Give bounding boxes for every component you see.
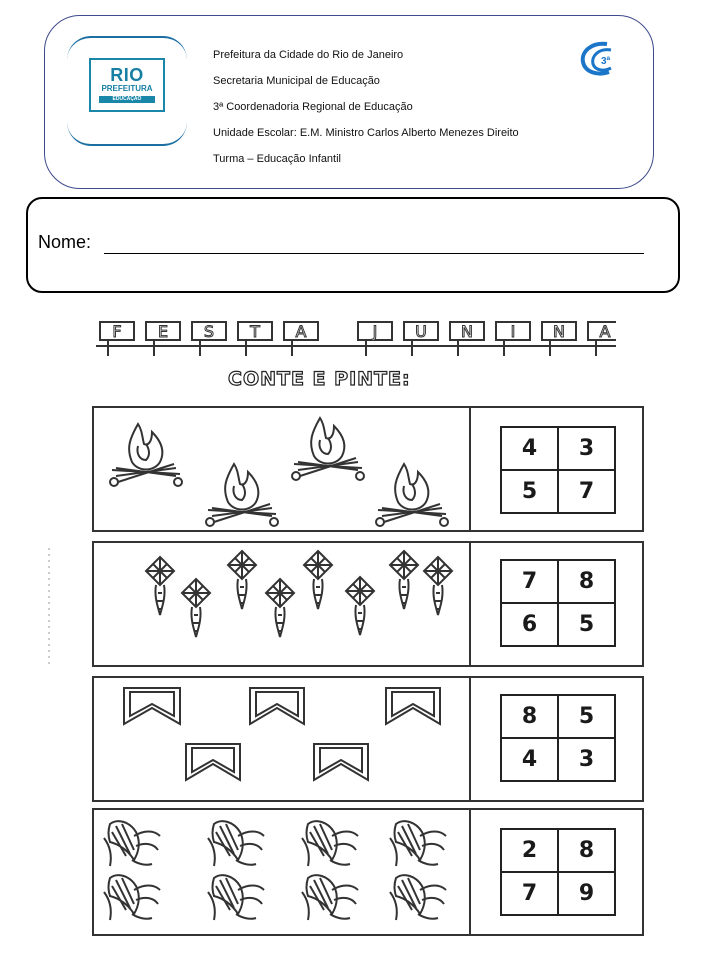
cre-logo-text: 3ª <box>601 56 611 67</box>
header-line-coordenadoria: 3ª Coordenadoria Regional de Educação <box>213 101 413 113</box>
balloon-icon <box>228 551 256 609</box>
flag-icon <box>386 688 440 724</box>
number-option[interactable]: 7 <box>578 479 595 504</box>
exercise-row-bandeirinha <box>92 676 644 802</box>
banner-letter-flag <box>146 322 180 356</box>
exercise-row-fogueira <box>92 406 644 532</box>
number-option[interactable]: 8 <box>558 561 615 604</box>
banner-letter: E <box>157 322 169 341</box>
festa-junina-banner <box>96 318 616 362</box>
balao-pictures <box>94 543 469 665</box>
instruction-text: CONTE E PINTE: <box>228 368 411 390</box>
margin-marks <box>46 548 54 666</box>
balloon-icon <box>266 579 294 637</box>
banner-letter-flag <box>358 322 392 356</box>
flag-icon <box>250 688 304 724</box>
balloon-icon <box>424 557 452 615</box>
bandeirinha-pictures <box>94 678 469 800</box>
logo-rio-text: RIO <box>110 65 144 85</box>
header-box <box>44 15 654 189</box>
number-grid <box>500 694 616 782</box>
banner-letter: A <box>599 322 611 341</box>
logo-educacao-text: EDUCAÇÃO <box>99 96 155 103</box>
bonfire-icon <box>206 464 278 526</box>
banner-letter-flag <box>284 322 318 356</box>
bonfire-icon <box>376 464 448 526</box>
row-divider <box>469 678 471 800</box>
corn-icon <box>302 875 358 920</box>
logo-prefeitura-text: PREFEITURA <box>101 84 153 93</box>
number-option[interactable]: 5 <box>578 612 595 637</box>
corn-icon <box>208 821 264 866</box>
number-grid <box>500 828 616 916</box>
banner-letter: J <box>372 322 378 341</box>
balloon-icon <box>146 557 174 615</box>
banner-letter-flag <box>238 322 272 356</box>
balloon-icon <box>390 551 418 609</box>
name-box <box>26 197 680 293</box>
header-line-secretaria: Secretaria Municipal de Educação <box>213 75 380 87</box>
banner-letter: A <box>295 322 307 341</box>
fogueira-pictures <box>94 408 469 530</box>
flag-icon <box>124 688 180 724</box>
header-line-unidade: Unidade Escolar: E.M. Ministro Carlos Alberto Menezes Direito <box>213 127 519 139</box>
banner-letter: T <box>250 322 260 341</box>
number-option[interactable]: 4 <box>502 738 559 781</box>
banner-letter: I <box>510 322 516 341</box>
row-divider <box>469 543 471 665</box>
number-option[interactable]: 5 <box>502 470 559 513</box>
row-divider <box>469 408 471 530</box>
balloon-icon <box>346 577 374 635</box>
banner-letter-flag <box>192 322 226 356</box>
header-line-turma: Turma – Educação Infantil <box>213 153 341 165</box>
number-option[interactable]: 7 <box>502 872 559 915</box>
corn-icon <box>390 821 446 866</box>
banner-letter-flag <box>100 322 134 356</box>
balloon-icon <box>182 579 210 637</box>
banner-letter: N <box>553 322 565 341</box>
number-grid <box>500 559 616 647</box>
name-label: Nome: <box>38 232 92 252</box>
banner-letter: U <box>415 322 427 341</box>
exercise-row-balao <box>92 541 644 667</box>
banner-letter: N <box>461 322 473 341</box>
bonfire-icon <box>292 418 364 480</box>
corn-icon <box>104 875 160 920</box>
logo-frame <box>89 58 165 112</box>
banner-letter-flag <box>588 322 616 356</box>
rio-prefeitura-logo <box>67 36 187 146</box>
corn-icon <box>302 821 358 866</box>
number-option[interactable]: 9 <box>578 881 595 906</box>
milho-pictures <box>94 810 469 934</box>
number-option[interactable]: 2 <box>502 830 559 873</box>
banner-letter: F <box>112 322 122 341</box>
banner-letter: S <box>203 322 215 341</box>
number-option[interactable]: 4 <box>502 428 559 471</box>
exercise-row-milho <box>92 808 644 936</box>
flag-icon <box>314 744 368 780</box>
row-divider <box>469 810 471 934</box>
banner-letter-flag <box>542 322 576 356</box>
number-grid <box>500 426 616 514</box>
cre-logo-icon <box>577 38 629 80</box>
corn-icon <box>390 875 446 920</box>
number-option[interactable]: 8 <box>558 830 615 873</box>
number-option[interactable]: 8 <box>502 696 559 739</box>
number-option[interactable]: 7 <box>502 561 559 604</box>
number-option[interactable]: 6 <box>502 603 559 646</box>
number-option[interactable]: 3 <box>578 747 595 772</box>
corn-icon <box>208 875 264 920</box>
corn-icon <box>104 821 160 866</box>
header-text-block <box>213 42 519 172</box>
bonfire-icon <box>110 424 182 486</box>
banner-letter-flag <box>450 322 484 356</box>
number-option[interactable]: 3 <box>558 428 615 471</box>
banner-letter-flag <box>496 322 530 356</box>
banner-letter-flag <box>404 322 438 356</box>
name-input-line[interactable] <box>104 253 644 254</box>
balloon-icon <box>304 551 332 609</box>
number-option[interactable]: 5 <box>558 696 615 739</box>
header-line-prefeitura: Prefeitura da Cidade do Rio de Janeiro <box>213 49 404 61</box>
flag-icon <box>186 744 240 780</box>
